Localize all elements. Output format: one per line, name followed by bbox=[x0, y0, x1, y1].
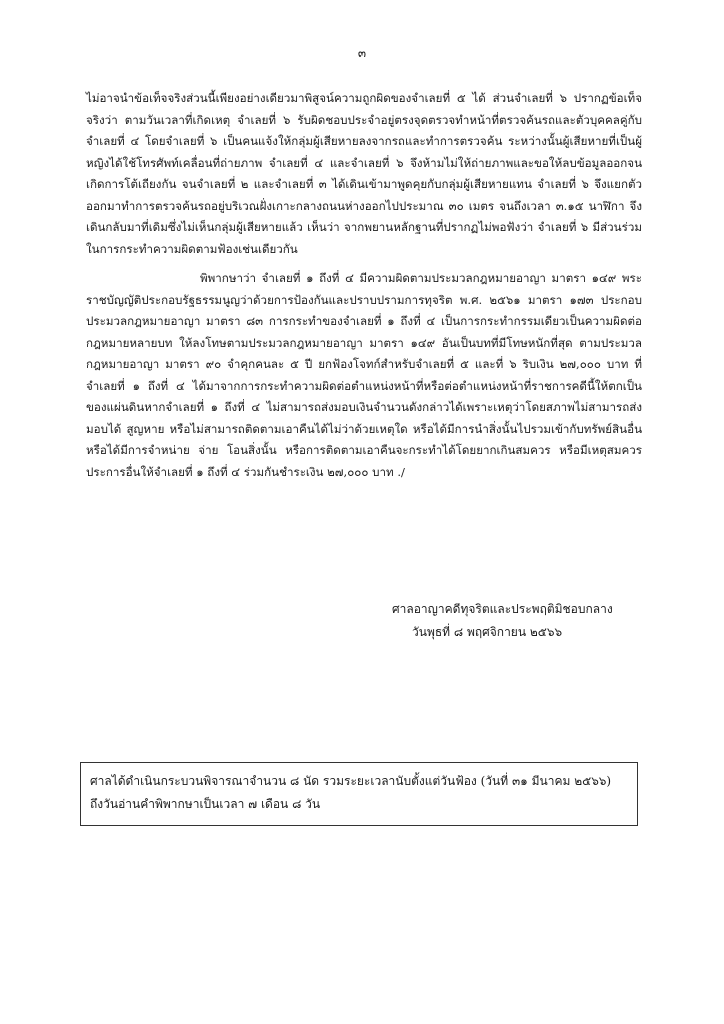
court-name: ศาลอาญาคดีทุจริตและประพฤติมิชอบกลาง bbox=[392, 602, 613, 616]
judgment-date: วันพุธที่ ๘ พฤศจิกายน ๒๕๖๖ bbox=[412, 625, 563, 639]
paragraph-judgment: พิพากษาว่า จำเลยที่ ๑ ถึงที่ ๔ มีความผิดตามประมวลกฎหมายอาญา มาตรา ๑๔๙ พระราชบัญญัติประกอบรัฐธรรมนูญว่าด้วยการป้องกันและปราบปรามการทุจริต พ.ศ. ๒๕๖๑ มาตรา ๑๗๓ ประกอบประมวลกฎหมายอาญา มาตรา ๘๓ การกระทำของจำเลยที่ ๑ ถึงที่ ๔ เป็นการกระทำกรรมเดียวเป็นความผิดต่อกฎหมายหลายบท ให้ลงโทษตามประมวลกฎหมายอาญา มาตรา ๑๔๙ อันเป็นบทที่มีโทษหนักที่สุด ตามประมวลกฎหมายอาญา มาตรา ๙๐ จำคุกคนละ ๕ ปี ยกฟ้องโจทก์สำหรับจำเลยที่ ๕ และที่ ๖ ริบเงิน ๒๗,๐๐๐ บาท ที่จำเลยที่ ๑ ถึงที่ ๔ ได้มาจากการกระทำความผิดต่อตำแหน่งหน้าที่หรือต่อตำแหน่งหน้าที่ราชการคดีนี้ให้ตกเป็นของแผ่นดินหากจำเลยที่ ๑ ถึงที่ ๔ ไม่สามารถส่งมอบเงินจำนวนดังกล่าวได้เพราะเหตุว่าโดยสภาพไม่สามารถส่งมอบได้ สูญหาย หรือไม่สามารถติดตามเอาคืนได้ไม่ว่าด้วยเหตุใด หรือได้มีการนำสิ่งนั้นไปรวมเข้ากับทรัพย์สินอื่น หรือได้มีการจำหน่าย จ่าย โอนสิ่งนั้น หรือการติดตามเอาคืนจะกระทำได้โดยยากเกินสมควร หรือมีเหตุสมควรประการอื่นให้จำเลยที่ ๑ ถึงที่ ๔ ร่วมกันชำระเงิน ๒๗,๐๐๐ บาท ./ bbox=[86, 271, 642, 479]
proceedings-summary-box bbox=[80, 762, 638, 826]
paragraph-findings: ไม่อาจนำข้อเท็จจริงส่วนนี้เพียงอย่างเดียวมาพิสูจน์ความถูกผิดของจำเลยที่ ๕ ได้ ส่วนจำเลยที่ ๖ ปรากฏข้อเท็จจริงว่า ตามวันเวลาที่เกิดเหตุ จำเลยที่ ๖ รับผิดชอบประจำอยู่ตรงจุดตรวจทำหน้าที่ตรวจค้นรถและตัวบุคคลคู่กับจำเลยที่ ๔ โดยจำเลยที่ ๖ เป็นคนแจ้งให้กลุ่มผู้เสียหายลงจากรถและทำการตรวจค้น ระหว่างนั้นผู้เสียหายที่เป็นผู้หญิงได้ใช้โทรศัพท์เคลื่อนที่ถ่ายภาพ จำเลยที่ ๔ และจำเลยที่ ๖ จึงห้ามไม่ให้ถ่ายภาพและขอให้ลบข้อมูลออกจนเกิดการโต้เถียงกัน จนจำเลยที่ ๒ และจำเลยที่ ๓ ได้เดินเข้ามาพูดคุยกับกลุ่มผู้เสียหายแทน จำเลยที่ ๖ จึงแยกตัวออกมาทำการตรวจค้นรถอยู่บริเวณฝั่งเกาะกลางถนนห่างออกไปประมาณ ๓๐ เมตร จนถึงเวลา ๓.๑๕ นาฬิกา จึงเดินกลับมาที่เดิมซึ่งไม่เห็นกลุ่มผู้เสียหายแล้ว เห็นว่า จากพยานหลักฐานที่ปรากฏไม่พอฟังว่า จำเลยที่ ๖ มีส่วนร่วมในการกระทำความผิดตามฟ้องเช่นเดียวกัน bbox=[86, 91, 642, 256]
page-number: ๓ bbox=[357, 46, 367, 60]
proceedings-summary-text: ศาลได้ดำเนินกระบวนพิจารณาจำนวน ๘ นัด รวมระยะเวลานับตั้งแต่วันฟ้อง (วันที่ ๓๑ มีนาคม ๒๕๖๖) ถึงวันอ่านคำพิพากษาเป็นเวลา ๗ เดือน ๘ วัน bbox=[90, 774, 612, 811]
